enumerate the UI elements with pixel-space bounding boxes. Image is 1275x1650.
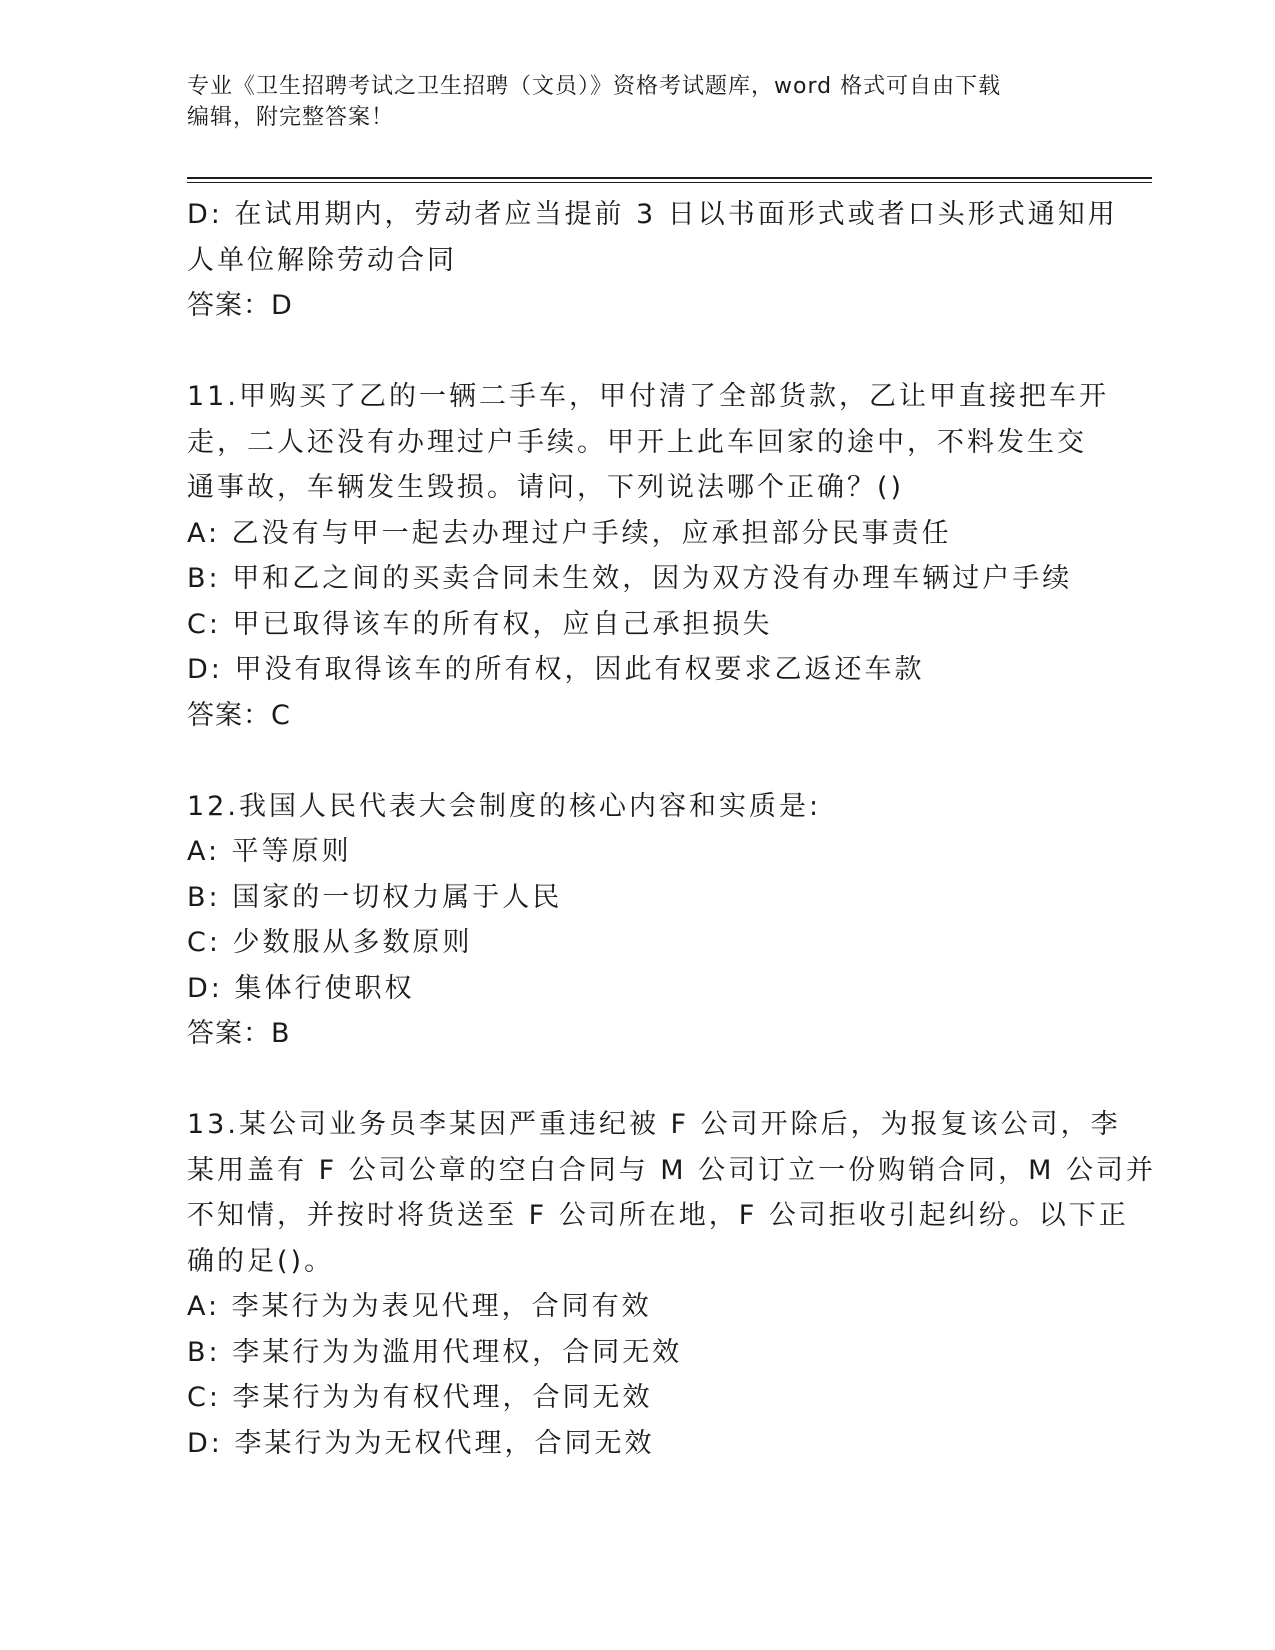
header-rule-thick [187,177,1152,179]
option-d: D: 李某行为为无权代理，合同无效 [187,1427,655,1459]
section-gap [187,329,1087,375]
question-stem-line: 13.某公司业务员李某因严重违纪被 F 公司开除后，为报复该公司，李 [187,1109,1121,1140]
option-b: B: 李某行为为滥用代理权，合同无效 [187,1336,683,1368]
question-stem-line: 12.我国人民代表大会制度的核心内容和实质是: [187,790,822,822]
question-stem-line: 不知情，并按时将货送至 F 公司所在地，F 公司拒收引起纠纷。以下正 [187,1200,1129,1231]
answer-line: 答案：C [187,699,291,731]
header-line: 编辑，附完整答案！ [187,105,395,130]
option-c: C: 甲已取得该车的所有权，应自己承担损失 [187,608,773,640]
section-gap [187,1057,1087,1103]
option-d: D: 甲没有取得该车的所有权，因此有权要求乙返还车款 [187,654,925,685]
question-fragment [187,192,1118,329]
question-11 [187,374,1109,738]
question-stem-line: 走，二人还没有办理过户手续。甲开上此车回家的途中，不料发生交 [187,426,1087,458]
question-stem-line: 通事故，车辆发生毁损。请问，下列说法哪个正确？() [187,472,905,503]
document-header [187,71,1087,133]
question-12 [187,784,1087,1057]
answer-line: 答案：D [187,290,293,321]
question-stem-line: 某用盖有 F 公司公章的空白合同与 M 公司订立一份购销合同，M 公司并 [187,1154,1157,1186]
option-a: A: 乙没有与甲一起去办理过户手续，应承担部分民事责任 [187,517,952,549]
question-stem-line: 11.甲购买了乙的一辆二手车，甲付清了全部货款，乙让甲直接把车开 [187,381,1109,412]
question-content [187,192,1157,1466]
option-line: D: 在试用期内，劳动者应当提前 3 日以书面形式或者口头形式通知用 [187,199,1118,230]
question-13 [187,1102,1157,1466]
option-line: 人单位解除劳动合同 [187,244,457,276]
answer-line: 答案：B [187,1018,291,1049]
option-c: C: 少数服从多数原则 [187,927,473,958]
option-d: D: 集体行使职权 [187,972,415,1004]
header-rule-thin [187,182,1152,183]
question-stem-line: 确的足()。 [187,1245,335,1277]
option-a: A: 平等原则 [187,836,352,867]
option-b: B: 甲和乙之间的买卖合同未生效，因为双方没有办理车辆过户手续 [187,563,1073,594]
option-b: B: 国家的一切权力属于人民 [187,881,563,913]
header-line: 专业《卫生招聘考试之卫生招聘（文员）》资格考试题库，word 格式可自由下载 [187,74,1002,99]
section-gap [187,738,1087,784]
option-c: C: 李某行为为有权代理，合同无效 [187,1382,653,1413]
option-a: A: 李某行为为表见代理，合同有效 [187,1291,652,1322]
